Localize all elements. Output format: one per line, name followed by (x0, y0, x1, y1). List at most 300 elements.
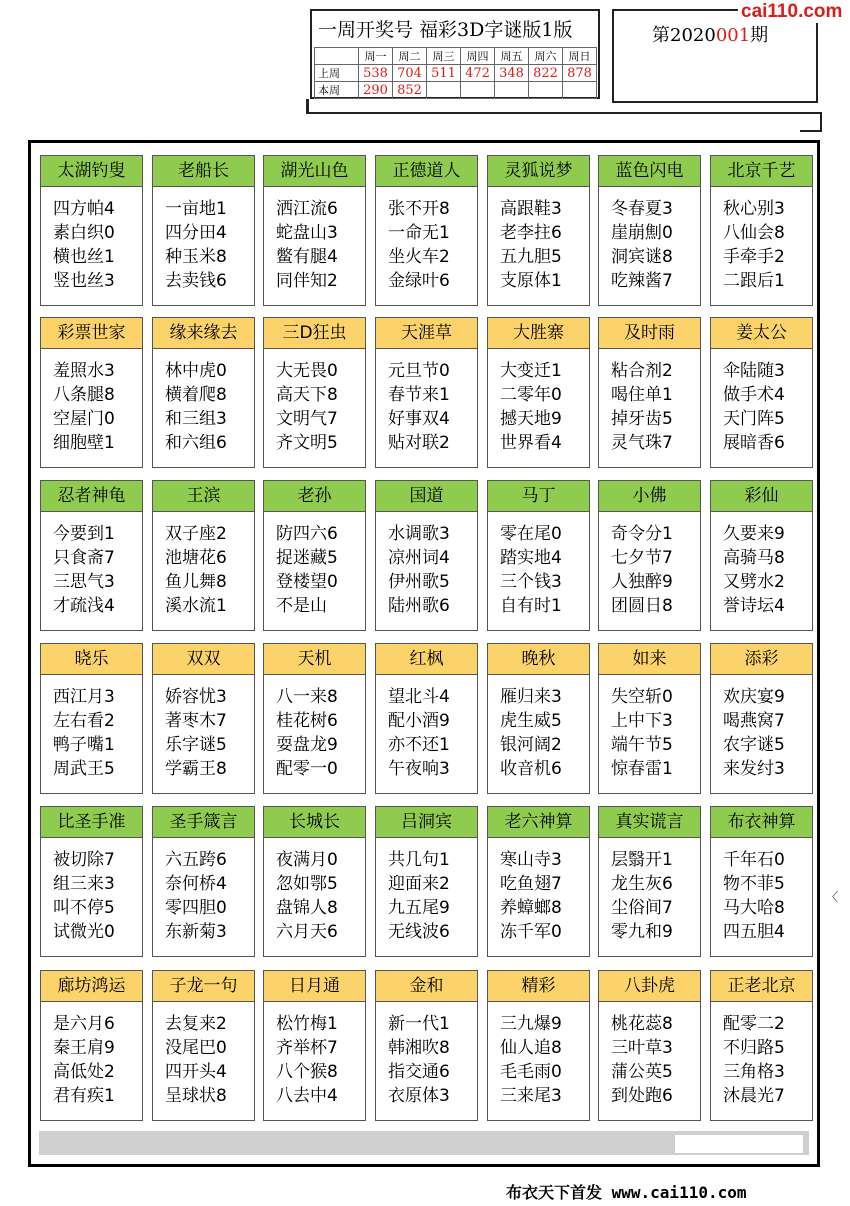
weekly-numbers-panel (310, 9, 600, 99)
riddle-line: 金绿叶6 (388, 271, 450, 291)
puzzle-card (487, 806, 590, 957)
puzzle-card (487, 317, 590, 468)
riddle-line: 久要来9 (723, 524, 785, 544)
riddle-line: 鱼儿舞8 (165, 572, 227, 592)
riddle-line: 元旦节0 (388, 361, 450, 381)
riddle-line: 物不菲5 (723, 874, 785, 894)
riddle-line: 层翳开1 (611, 850, 673, 870)
row-label: 上周 (315, 65, 359, 82)
riddle-line: 周武王5 (53, 759, 115, 779)
riddle-line: 高骑马8 (723, 548, 785, 568)
puzzle-card (263, 643, 366, 794)
puzzle-card (487, 155, 590, 306)
riddle-line: 呈球状8 (165, 1086, 227, 1106)
riddle-line: 夜满月0 (276, 850, 338, 870)
riddle-line: 失空斩0 (611, 687, 673, 707)
card-riddle-list (376, 838, 477, 944)
riddle-line: 寒山寺3 (500, 850, 562, 870)
riddle-line: 没尾巴0 (165, 1038, 227, 1058)
riddle-line: 盘锦人8 (276, 898, 338, 918)
riddle-line: 登楼望0 (276, 572, 338, 592)
riddle-line: 喝燕窝7 (723, 711, 785, 731)
draw-number: 290 (359, 82, 393, 99)
card-riddle-list (488, 838, 589, 944)
puzzle-card (487, 643, 590, 794)
riddle-line: 陆州歌6 (388, 596, 450, 616)
riddle-line: 零四胆0 (165, 898, 227, 918)
issue-number (652, 21, 768, 47)
riddle-line: 组三来3 (53, 874, 115, 894)
puzzle-card (598, 480, 701, 631)
riddle-line: 桃花蕊8 (611, 1014, 673, 1034)
riddle-line: 忽如鄂5 (276, 874, 338, 894)
card-riddle-list (488, 675, 589, 781)
riddle-line: 和六组6 (165, 433, 227, 453)
draw-number (529, 82, 563, 99)
riddle-line: 林中虎0 (165, 361, 227, 381)
card-riddle-list (41, 1002, 142, 1108)
card-author-name: 姜太公 (711, 318, 812, 349)
riddle-line: 欢庆宴9 (723, 687, 785, 707)
card-riddle-list (599, 512, 700, 618)
card-author-name: 老船长 (153, 156, 254, 187)
card-riddle-list (488, 512, 589, 618)
riddle-line: 坐火车2 (388, 247, 450, 267)
card-author-name: 如来 (599, 644, 700, 675)
riddle-line: 秋心别3 (723, 199, 785, 219)
riddle-line: 二跟后1 (723, 271, 785, 291)
riddle-line: 养蟑螂8 (500, 898, 562, 918)
card-author-name: 八卦虎 (599, 971, 700, 1002)
card-riddle-list (264, 1002, 365, 1108)
row-label: 本周 (315, 82, 359, 99)
puzzle-card (40, 155, 143, 306)
riddle-line: 粘合剂2 (611, 361, 673, 381)
riddle-line: 三叶草3 (611, 1038, 673, 1058)
riddle-line: 配小酒9 (388, 711, 450, 731)
card-riddle-list (376, 187, 477, 293)
card-author-name: 晚秋 (488, 644, 589, 675)
riddle-line: 秦王肩9 (53, 1038, 115, 1058)
card-riddle-list (376, 1002, 477, 1108)
card-author-name: 马丁 (488, 481, 589, 512)
riddle-line: 自有时1 (500, 596, 562, 616)
puzzle-card (710, 155, 813, 306)
riddle-line: 素白织0 (53, 223, 115, 243)
card-riddle-list (711, 187, 812, 293)
draw-number: 472 (461, 65, 495, 82)
card-riddle-list (153, 187, 254, 293)
riddle-line: 来发纣3 (723, 759, 785, 779)
riddle-line: 三九爆9 (500, 1014, 562, 1034)
puzzle-card (263, 155, 366, 306)
riddle-line: 做手术4 (723, 385, 785, 405)
riddle-line: 今要到1 (53, 524, 115, 544)
puzzle-card (375, 480, 478, 631)
card-riddle-list (711, 512, 812, 618)
gray-bar (39, 1131, 809, 1155)
puzzle-card (375, 806, 478, 957)
riddle-line: 不归路5 (723, 1038, 785, 1058)
riddle-line: 配零二2 (723, 1014, 785, 1034)
riddle-line: 学霸王8 (165, 759, 227, 779)
riddle-line: 乐字谜5 (165, 735, 227, 755)
puzzle-card (710, 806, 813, 957)
card-author-name: 天机 (264, 644, 365, 675)
riddle-line: 共几句1 (388, 850, 450, 870)
riddle-line: 八仙会8 (723, 223, 785, 243)
this-week-row (315, 82, 597, 99)
riddle-line: 配零一0 (276, 759, 338, 779)
riddle-line: 虎生威5 (500, 711, 562, 731)
card-riddle-list (376, 349, 477, 455)
riddle-line: 惊春雷1 (611, 759, 673, 779)
card-author-name: 灵狐说梦 (488, 156, 589, 187)
weekday-label: 周一 (359, 48, 393, 65)
card-author-name: 晓乐 (41, 644, 142, 675)
riddle-line: 横也丝1 (53, 247, 115, 267)
card-riddle-list (711, 838, 812, 944)
card-riddle-list (41, 675, 142, 781)
card-riddle-list (376, 675, 477, 781)
riddle-line: 新一代1 (388, 1014, 450, 1034)
card-riddle-list (711, 1002, 812, 1108)
riddle-line: 老李拄6 (500, 223, 562, 243)
riddle-line: 高跟鞋3 (500, 199, 562, 219)
weekly-numbers-table (314, 47, 597, 99)
card-author-name: 小佛 (599, 481, 700, 512)
riddle-line: 凉州词4 (388, 548, 450, 568)
divider (800, 130, 822, 132)
riddle-line: 望北斗4 (388, 687, 450, 707)
riddle-line: 蒲公英5 (611, 1062, 673, 1082)
card-riddle-list (264, 512, 365, 618)
riddle-line: 踏实地4 (500, 548, 562, 568)
riddle-line: 洞宾谜8 (611, 247, 673, 267)
riddle-line: 是六月6 (53, 1014, 115, 1034)
puzzle-card (40, 643, 143, 794)
puzzle-card (487, 970, 590, 1121)
riddle-line: 羞照水3 (53, 361, 115, 381)
riddle-line: 崖崩劁0 (611, 223, 673, 243)
draw-number: 822 (529, 65, 563, 82)
puzzle-card (40, 480, 143, 631)
card-riddle-list (376, 512, 477, 618)
puzzle-frame (28, 140, 820, 1167)
riddle-line: 桂花树6 (276, 711, 338, 731)
riddle-line: 好事双4 (388, 409, 450, 429)
riddle-line: 高天下8 (276, 385, 338, 405)
riddle-line: 迎面来2 (388, 874, 450, 894)
puzzle-card (487, 480, 590, 631)
riddle-line: 娇容忧3 (165, 687, 227, 707)
issue-number-panel (612, 9, 818, 103)
riddle-line: 耍盘龙9 (276, 735, 338, 755)
riddle-line: 八个猴8 (276, 1062, 338, 1082)
side-mark: 〈 (826, 890, 839, 904)
riddle-line: 双子座2 (165, 524, 227, 544)
riddle-line: 齐举杯7 (276, 1038, 338, 1058)
card-riddle-list (153, 1002, 254, 1108)
card-riddle-list (599, 187, 700, 293)
riddle-line: 和三组3 (165, 409, 227, 429)
puzzle-card (710, 317, 813, 468)
riddle-line: 去复来2 (165, 1014, 227, 1034)
riddle-line: 著枣木7 (165, 711, 227, 731)
riddle-line: 端午节5 (611, 735, 673, 755)
riddle-line: 无线波6 (388, 922, 450, 942)
riddle-line: 五九胆5 (500, 247, 562, 267)
puzzle-card (598, 317, 701, 468)
riddle-line: 细胞壁1 (53, 433, 115, 453)
draw-number (427, 82, 461, 99)
riddle-line: 吃鱼翅7 (500, 874, 562, 894)
card-author-name: 大胜寨 (488, 318, 589, 349)
card-riddle-list (488, 349, 589, 455)
card-author-name: 添彩 (711, 644, 812, 675)
riddle-line: 世界看4 (500, 433, 562, 453)
riddle-line: 七夕节7 (611, 548, 673, 568)
card-riddle-list (264, 349, 365, 455)
riddle-line: 东新菊3 (165, 922, 227, 942)
draw-number: 511 (427, 65, 461, 82)
riddle-line: 水调歌3 (388, 524, 450, 544)
riddle-line: 午夜响3 (388, 759, 450, 779)
card-author-name: 太湖钓叟 (41, 156, 142, 187)
weekday-label: 周四 (461, 48, 495, 65)
riddle-line: 去卖钱6 (165, 271, 227, 291)
puzzle-card (152, 643, 255, 794)
riddle-line: 君有疾1 (53, 1086, 115, 1106)
card-author-name: 布衣神算 (711, 807, 812, 838)
riddle-line: 八条腿8 (53, 385, 115, 405)
card-author-name: 天涯草 (376, 318, 477, 349)
draw-number (461, 82, 495, 99)
riddle-line: 零九和9 (611, 922, 673, 942)
riddle-line: 八一来8 (276, 687, 338, 707)
puzzle-card (152, 806, 255, 957)
riddle-line: 叫不停5 (53, 898, 115, 918)
puzzle-card (710, 643, 813, 794)
puzzle-card (263, 970, 366, 1121)
card-riddle-list (599, 675, 700, 781)
card-author-name: 及时雨 (599, 318, 700, 349)
riddle-line: 春节来1 (388, 385, 450, 405)
riddle-line: 雁归来3 (500, 687, 562, 707)
riddle-line: 沐晨光7 (723, 1086, 785, 1106)
card-riddle-list (153, 349, 254, 455)
card-author-name: 双双 (153, 644, 254, 675)
card-author-name: 北京千艺 (711, 156, 812, 187)
riddle-line: 三个钱3 (500, 572, 562, 592)
card-riddle-list (153, 838, 254, 944)
riddle-line: 鸭子嘴1 (53, 735, 115, 755)
riddle-line: 伊州歌5 (388, 572, 450, 592)
riddle-line: 试微光0 (53, 922, 115, 942)
last-week-row (315, 65, 597, 82)
card-author-name: 吕洞宾 (376, 807, 477, 838)
issue-number-red: 001 (715, 25, 751, 46)
riddle-line: 又劈水2 (723, 572, 785, 592)
riddle-line: 洒江流6 (276, 199, 338, 219)
card-author-name: 老孙 (264, 481, 365, 512)
issue-prefix: 第2020 (652, 25, 716, 46)
puzzle-card (152, 970, 255, 1121)
riddle-line: 三角格3 (723, 1062, 785, 1082)
puzzle-card (40, 970, 143, 1121)
riddle-line: 仙人追8 (500, 1038, 562, 1058)
card-author-name: 忍者神龟 (41, 481, 142, 512)
riddle-line: 天门阵5 (723, 409, 785, 429)
puzzle-card (598, 970, 701, 1121)
riddle-line: 被切除7 (53, 850, 115, 870)
card-author-name: 正老北京 (711, 971, 812, 1002)
riddle-line: 横着爬8 (165, 385, 227, 405)
card-author-name: 长城长 (264, 807, 365, 838)
riddle-line: 六五跨6 (165, 850, 227, 870)
riddle-line: 高低处2 (53, 1062, 115, 1082)
puzzle-card (152, 317, 255, 468)
card-author-name: 王滨 (153, 481, 254, 512)
weekday-label: 周三 (427, 48, 461, 65)
riddle-line: 同伴知2 (276, 271, 338, 291)
riddle-line: 溪水流1 (165, 596, 227, 616)
riddle-line: 不是山 (276, 596, 327, 616)
card-author-name: 精彩 (488, 971, 589, 1002)
card-riddle-list (41, 512, 142, 618)
riddle-line: 张不开8 (388, 199, 450, 219)
riddle-line: 种玉米8 (165, 247, 227, 267)
riddle-line: 防四六6 (276, 524, 338, 544)
card-author-name: 圣手箴言 (153, 807, 254, 838)
puzzle-card (263, 806, 366, 957)
riddle-line: 誉诗坛4 (723, 596, 785, 616)
card-author-name: 廊坊鸿运 (41, 971, 142, 1002)
riddle-line: 伞陆随3 (723, 361, 785, 381)
card-author-name: 缘来缘去 (153, 318, 254, 349)
riddle-line: 四方帕4 (53, 199, 115, 219)
card-author-name: 正德道人 (376, 156, 477, 187)
riddle-line: 衣原体3 (388, 1086, 450, 1106)
puzzle-card (598, 643, 701, 794)
riddle-line: 空屋门0 (53, 409, 115, 429)
riddle-line: 收音机6 (500, 759, 562, 779)
card-author-name: 比圣手准 (41, 807, 142, 838)
riddle-line: 只食斋7 (53, 548, 115, 568)
riddle-line: 西江月3 (53, 687, 115, 707)
riddle-line: 捉迷藏5 (276, 548, 338, 568)
puzzle-card (375, 155, 478, 306)
card-author-name: 子龙一句 (153, 971, 254, 1002)
card-author-name: 彩票世家 (41, 318, 142, 349)
card-riddle-list (264, 838, 365, 944)
divider (306, 112, 800, 114)
riddle-line: 大变迁1 (500, 361, 562, 381)
puzzle-card (263, 317, 366, 468)
site-watermark: cai110.com (738, 1, 845, 23)
riddle-line: 千年石0 (723, 850, 785, 870)
card-riddle-list (599, 838, 700, 944)
draw-number (495, 82, 529, 99)
riddle-line: 毛毛雨0 (500, 1062, 562, 1082)
riddle-line: 手牵手2 (723, 247, 785, 267)
card-author-name: 真实谎言 (599, 807, 700, 838)
weekday-label: 周五 (495, 48, 529, 65)
puzzle-card (40, 317, 143, 468)
riddle-line: 吃辣酱7 (611, 271, 673, 291)
weekday-label: 周二 (393, 48, 427, 65)
riddle-line: 九五尾9 (388, 898, 450, 918)
riddle-line: 一亩地1 (165, 199, 227, 219)
riddle-line: 尘俗间7 (611, 898, 673, 918)
riddle-line: 上中下3 (611, 711, 673, 731)
riddle-line: 四开头4 (165, 1062, 227, 1082)
riddle-line: 大无畏0 (276, 361, 338, 381)
riddle-line: 池塘花6 (165, 548, 227, 568)
puzzle-card (710, 970, 813, 1121)
riddle-line: 三来尾3 (500, 1086, 562, 1106)
puzzle-card (598, 806, 701, 957)
card-riddle-list (264, 187, 365, 293)
card-riddle-list (488, 187, 589, 293)
corner-cell (315, 48, 359, 65)
riddle-line: 才疏浅4 (53, 596, 115, 616)
puzzle-card (710, 480, 813, 631)
card-riddle-list (488, 1002, 589, 1108)
riddle-line: 文明气7 (276, 409, 338, 429)
card-riddle-list (711, 349, 812, 455)
riddle-line: 鳖有腿4 (276, 247, 338, 267)
card-author-name: 红枫 (376, 644, 477, 675)
divider (800, 112, 820, 114)
puzzle-card (40, 806, 143, 957)
riddle-line: 人独醉9 (611, 572, 673, 592)
riddle-line: 贴对联2 (388, 433, 450, 453)
card-riddle-list (264, 675, 365, 781)
puzzle-card (152, 480, 255, 631)
draw-number: 348 (495, 65, 529, 82)
riddle-line: 奇令分1 (611, 524, 673, 544)
card-riddle-list (599, 1002, 700, 1108)
card-riddle-list (41, 187, 142, 293)
card-riddle-list (599, 349, 700, 455)
card-author-name: 蓝色闪电 (599, 156, 700, 187)
riddle-line: 二零年0 (500, 385, 562, 405)
card-author-name: 金和 (376, 971, 477, 1002)
riddle-line: 竖也丝3 (53, 271, 115, 291)
riddle-line: 零在尾0 (500, 524, 562, 544)
riddle-line: 左右看2 (53, 711, 115, 731)
card-author-name: 湖光山色 (264, 156, 365, 187)
draw-number: 538 (359, 65, 393, 82)
divider (820, 112, 822, 132)
riddle-line: 到处跑6 (611, 1086, 673, 1106)
riddle-line: 松竹梅1 (276, 1014, 338, 1034)
riddle-line: 冬春夏3 (611, 199, 673, 219)
riddle-line: 掉牙齿5 (611, 409, 673, 429)
weekday-header-row (315, 48, 597, 65)
riddle-line: 奈何桥4 (165, 874, 227, 894)
riddle-line: 蛇盘山3 (276, 223, 338, 243)
issue-suffix: 期 (750, 25, 769, 46)
panel-title: 一周开奖号 福彩3D字谜版1版 (318, 19, 573, 41)
riddle-line: 亦不还1 (388, 735, 450, 755)
riddle-line: 三思气3 (53, 572, 115, 592)
puzzle-card (375, 970, 478, 1121)
riddle-line: 喝住单1 (611, 385, 673, 405)
puzzle-card (598, 155, 701, 306)
card-author-name: 三D狂虫 (264, 318, 365, 349)
